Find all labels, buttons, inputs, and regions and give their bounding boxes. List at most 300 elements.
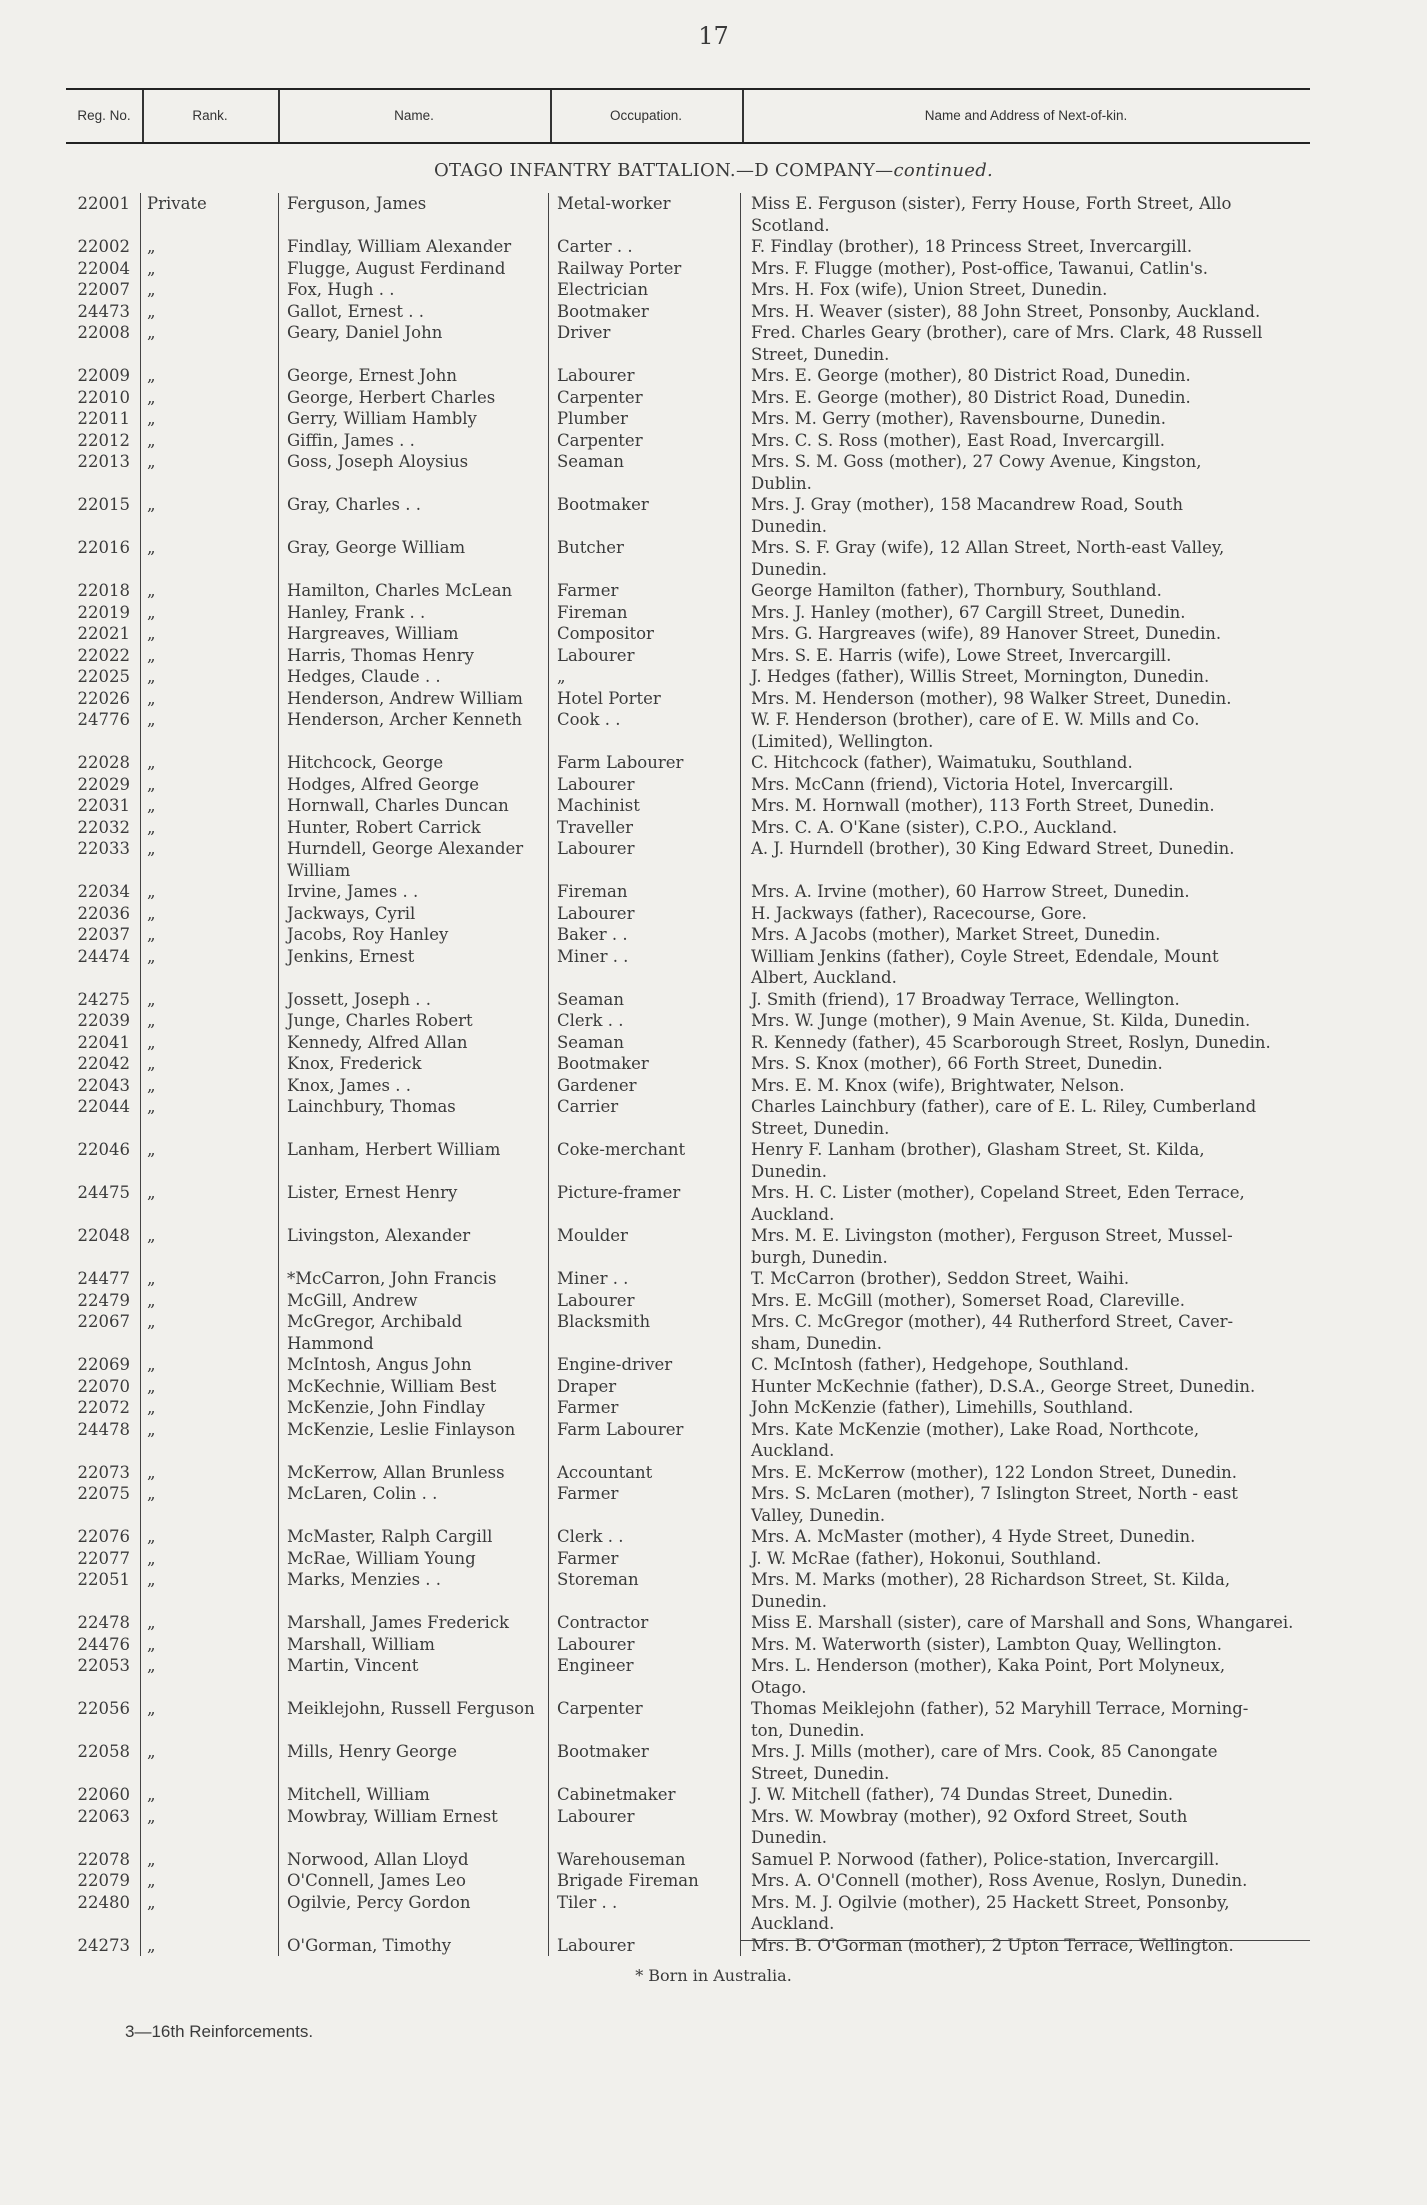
- next-of-kin: [740, 1548, 1320, 1570]
- table-row: [66, 1784, 1310, 1806]
- soldier-name: Marks, Menzies . .: [278, 1569, 548, 1612]
- next-of-kin-line: burgh, Dunedin.: [751, 1247, 888, 1267]
- next-of-kin-line: W. F. Henderson (brother), care of E. W. Mills and Co.: [751, 710, 1200, 729]
- reg-number: 22011: [77, 409, 130, 428]
- reg-number: 22032: [77, 817, 130, 837]
- next-of-kin-line: ton, Dunedin.: [751, 1720, 865, 1740]
- rank: „: [140, 817, 278, 839]
- next-of-kin-line: Auckland.: [751, 1914, 835, 1933]
- occupation: Storeman: [548, 1569, 740, 1612]
- next-of-kin-line: Thomas Meiklejohn (father), 52 Maryhill Terrace, Morning-: [751, 1699, 1249, 1718]
- next-of-kin: [740, 946, 1320, 989]
- next-of-kin-line: Mrs. G. Hargreaves (wife), 89 Hanover Street, Dunedin.: [751, 624, 1222, 643]
- next-of-kin-line: sham, Dunedin.: [751, 1333, 883, 1353]
- reg-number: 22028: [77, 753, 130, 772]
- table-row: [66, 666, 1310, 688]
- soldier-name: Flugge, August Ferdinand: [278, 258, 548, 280]
- next-of-kin-line: Mrs. Kate McKenzie (mother), Lake Road, Northcote,: [751, 1419, 1200, 1439]
- next-of-kin-line: Mrs. L. Henderson (mother), Kaka Point, Port Molyneux,: [751, 1656, 1226, 1675]
- next-of-kin: [740, 1784, 1320, 1806]
- rank: „: [140, 1268, 278, 1290]
- soldier-name: Kennedy, Alfred Allan: [278, 1032, 548, 1054]
- reg-number: 22002: [77, 237, 130, 256]
- rank: „: [140, 537, 278, 580]
- table-row: [66, 688, 1310, 710]
- table-row: [66, 903, 1310, 925]
- next-of-kin-line: Mrs. C. McGregor (mother), 44 Rutherford Street, Caver-: [751, 1312, 1234, 1331]
- reg-number: 22051: [77, 1570, 130, 1589]
- reg-number: 22069: [77, 1355, 130, 1374]
- next-of-kin: [740, 193, 1320, 236]
- next-of-kin-line: Mrs. E. McGill (mother), Somerset Road, Clareville.: [751, 1290, 1185, 1310]
- next-of-kin: [740, 1182, 1320, 1225]
- soldier-name: Jenkins, Ernest: [278, 946, 548, 989]
- next-of-kin-line: Dublin.: [751, 473, 812, 493]
- table-header: [66, 88, 1310, 144]
- table-row: [66, 1268, 1310, 1290]
- soldier-name: Gray, George William: [278, 537, 548, 580]
- table-row: [66, 1354, 1310, 1376]
- soldier-name: Meiklejohn, Russell Ferguson: [278, 1698, 548, 1741]
- rank: „: [140, 580, 278, 602]
- occupation: Seaman: [548, 989, 740, 1011]
- reg-number: 24475: [77, 1183, 130, 1202]
- table-row: [66, 1311, 1310, 1354]
- rank: „: [140, 1462, 278, 1484]
- rank: Private: [140, 193, 278, 236]
- table-row: [66, 838, 1310, 881]
- header-occupation: Occupation.: [550, 90, 744, 142]
- occupation: Labourer: [548, 645, 740, 667]
- next-of-kin-line: Mrs. S. F. Gray (wife), 12 Allan Street, North-east Valley,: [751, 538, 1225, 557]
- table-row: [66, 301, 1310, 323]
- table-row: [66, 365, 1310, 387]
- next-of-kin: [740, 1526, 1320, 1548]
- table-row: [66, 1569, 1310, 1612]
- soldier-name: Findlay, William Alexander: [278, 236, 548, 258]
- table-row: [66, 1376, 1310, 1398]
- occupation: Accountant: [548, 1462, 740, 1484]
- next-of-kin: [740, 1376, 1320, 1398]
- reg-number: 22041: [77, 1032, 130, 1052]
- section-title-continued: continued.: [893, 160, 994, 181]
- occupation: Blacksmith: [548, 1311, 740, 1354]
- table-row: [66, 430, 1310, 452]
- soldier-name: Jacobs, Roy Hanley: [278, 924, 548, 946]
- reg-number: 24476: [77, 1634, 130, 1654]
- rank: „: [140, 1053, 278, 1075]
- soldier-name: Hornwall, Charles Duncan: [278, 795, 548, 817]
- next-of-kin-line: Mrs. S. Knox (mother), 66 Forth Street, Dunedin.: [751, 1054, 1163, 1073]
- soldier-name: Lainchbury, Thomas: [278, 1096, 548, 1139]
- rank: „: [140, 408, 278, 430]
- rank: „: [140, 989, 278, 1011]
- occupation: Farmer: [548, 580, 740, 602]
- soldier-name: Hanley, Frank . .: [278, 602, 548, 624]
- next-of-kin-line: Mrs. F. Flugge (mother), Post-office, Tawanui, Catlin's.: [751, 258, 1208, 278]
- occupation: Engineer: [548, 1655, 740, 1698]
- occupation: Farm Labourer: [548, 752, 740, 774]
- next-of-kin-line: Henry F. Lanham (brother), Glasham Street, St. Kilda,: [751, 1140, 1205, 1159]
- next-of-kin: [740, 1655, 1320, 1698]
- next-of-kin: [740, 1419, 1320, 1462]
- table-row: [66, 1548, 1310, 1570]
- next-of-kin: [740, 795, 1320, 817]
- reg-number: 22058: [77, 1742, 130, 1761]
- reg-number: 24776: [77, 710, 130, 729]
- next-of-kin-line: Mrs. S. McLaren (mother), 7 Islington Street, North - east: [751, 1484, 1238, 1503]
- rank: „: [140, 258, 278, 280]
- next-of-kin: [740, 1311, 1320, 1354]
- table-row: [66, 645, 1310, 667]
- next-of-kin-line: T. McCarron (brother), Seddon Street, Waihi.: [751, 1269, 1130, 1288]
- next-of-kin: [740, 236, 1320, 258]
- next-of-kin-line: Mrs. E. George (mother), 80 District Road, Dunedin.: [751, 387, 1191, 407]
- rank: „: [140, 430, 278, 452]
- next-of-kin-line: Mrs. S. E. Harris (wife), Lowe Street, Invercargill.: [751, 645, 1172, 665]
- next-of-kin-line: J. Hedges (father), Willis Street, Mornington, Dunedin.: [751, 667, 1210, 686]
- next-of-kin-line: John McKenzie (father), Limehills, Southland.: [751, 1398, 1134, 1417]
- rank: „: [140, 666, 278, 688]
- rank: „: [140, 602, 278, 624]
- table-row: [66, 408, 1310, 430]
- soldier-name: Ogilvie, Percy Gordon: [278, 1892, 548, 1935]
- next-of-kin-line: Mrs. M. Gerry (mother), Ravensbourne, Dunedin.: [751, 409, 1166, 428]
- reg-number: 22039: [77, 1011, 130, 1030]
- occupation: Machinist: [548, 795, 740, 817]
- occupation: Carpenter: [548, 387, 740, 409]
- soldier-name: Henderson, Andrew William: [278, 688, 548, 710]
- table-row: [66, 1655, 1310, 1698]
- rank: „: [140, 279, 278, 301]
- rank: „: [140, 387, 278, 409]
- next-of-kin-line: Mrs. McCann (friend), Victoria Hotel, Invercargill.: [751, 774, 1174, 794]
- soldier-name: McKechnie, William Best: [278, 1376, 548, 1398]
- soldier-name: McLaren, Colin . .: [278, 1483, 548, 1526]
- next-of-kin-line: Mrs. E. M. Knox (wife), Brightwater, Nelson.: [751, 1075, 1125, 1095]
- occupation: Clerk . .: [548, 1010, 740, 1032]
- reg-number: 22042: [77, 1054, 130, 1073]
- bottom-rule: [740, 1940, 1310, 1941]
- reg-number: 22026: [77, 688, 130, 708]
- next-of-kin-line: H. Jackways (father), Racecourse, Gore.: [751, 903, 1087, 923]
- reg-number: 22056: [77, 1699, 130, 1718]
- soldier-name: Junge, Charles Robert: [278, 1010, 548, 1032]
- next-of-kin: [740, 1634, 1320, 1656]
- occupation: Plumber: [548, 408, 740, 430]
- rank: „: [140, 881, 278, 903]
- next-of-kin-line: Valley, Dunedin.: [751, 1505, 886, 1525]
- table-row: [66, 193, 1310, 236]
- occupation: Bootmaker: [548, 1053, 740, 1075]
- rank: „: [140, 1655, 278, 1698]
- soldier-name: *McCarron, John Francis: [278, 1268, 548, 1290]
- reg-number: 22008: [77, 323, 130, 342]
- reg-number: 22034: [77, 882, 130, 901]
- next-of-kin: [740, 709, 1320, 752]
- rank: „: [140, 946, 278, 989]
- table-row: [66, 537, 1310, 580]
- reg-number: 22025: [77, 667, 130, 686]
- table-row: [66, 924, 1310, 946]
- occupation: Engine-driver: [548, 1354, 740, 1376]
- rank: „: [140, 1548, 278, 1570]
- soldier-name: Hurndell, George Alexander William: [278, 838, 548, 881]
- soldier-name: Norwood, Allan Lloyd: [278, 1849, 548, 1871]
- table-row: [66, 451, 1310, 494]
- next-of-kin: [740, 881, 1320, 903]
- next-of-kin-line: Mrs. H. C. Lister (mother), Copeland Street, Eden Terrace,: [751, 1183, 1245, 1202]
- soldier-name: Hitchcock, George: [278, 752, 548, 774]
- reg-number: 22037: [77, 925, 130, 944]
- next-of-kin-line: Otago.: [751, 1677, 807, 1697]
- next-of-kin-line: William Jenkins (father), Coyle Street, Edendale, Mount: [751, 946, 1219, 966]
- next-of-kin-line: Mrs. A Jacobs (mother), Market Street, Dunedin.: [751, 925, 1161, 944]
- next-of-kin: [740, 903, 1320, 925]
- occupation: Traveller: [548, 817, 740, 839]
- next-of-kin-line: Mrs. A. O'Connell (mother), Ross Avenue, Roslyn, Dunedin.: [751, 1871, 1248, 1890]
- rank: „: [140, 1354, 278, 1376]
- table-row: [66, 258, 1310, 280]
- next-of-kin-line: Mrs. E. McKerrow (mother), 122 London Street, Dunedin.: [751, 1462, 1238, 1482]
- occupation: Gardener: [548, 1075, 740, 1097]
- next-of-kin: [740, 752, 1320, 774]
- reg-number: 22012: [77, 430, 130, 450]
- occupation: Railway Porter: [548, 258, 740, 280]
- reg-number: 22078: [77, 1849, 130, 1869]
- reg-number: 22001: [77, 194, 130, 213]
- rank: „: [140, 1870, 278, 1892]
- next-of-kin: [740, 1849, 1320, 1871]
- reg-number: 22053: [77, 1656, 130, 1675]
- rank: „: [140, 1569, 278, 1612]
- soldier-name: McKenzie, Leslie Finlayson: [278, 1419, 548, 1462]
- next-of-kin-line: Mrs. W. Junge (mother), 9 Main Avenue, St. Kilda, Dunedin.: [751, 1011, 1251, 1030]
- occupation: Seaman: [548, 1032, 740, 1054]
- rank: „: [140, 1182, 278, 1225]
- reg-number: 24275: [77, 989, 130, 1009]
- occupation: Moulder: [548, 1225, 740, 1268]
- occupation: Farmer: [548, 1397, 740, 1419]
- next-of-kin: [740, 645, 1320, 667]
- next-of-kin-line: Mrs. M. Henderson (mother), 98 Walker Street, Dunedin.: [751, 688, 1232, 708]
- next-of-kin-line: Dunedin.: [751, 516, 827, 536]
- soldier-name: George, Herbert Charles: [278, 387, 548, 409]
- soldier-name: Giffin, James . .: [278, 430, 548, 452]
- soldier-name: Hargreaves, William: [278, 623, 548, 645]
- section-title-main: OTAGO INFANTRY BATTALION.—D COMPANY—: [433, 160, 894, 181]
- rank: „: [140, 1806, 278, 1849]
- table-row: [66, 1526, 1310, 1548]
- rank: „: [140, 322, 278, 365]
- occupation: Farmer: [548, 1548, 740, 1570]
- reg-number: 22070: [77, 1376, 130, 1396]
- next-of-kin-line: Mrs. B. O'Gorman (mother), 2 Upton Terrace, Wellington.: [751, 1935, 1234, 1955]
- next-of-kin-line: Mrs. J. Mills (mother), care of Mrs. Cook, 85 Canongate: [751, 1742, 1218, 1761]
- rank: „: [140, 795, 278, 817]
- rank: „: [140, 774, 278, 796]
- rank: „: [140, 838, 278, 881]
- header-rank: Rank.: [142, 90, 280, 142]
- occupation: Clerk . .: [548, 1526, 740, 1548]
- rank: „: [140, 1225, 278, 1268]
- next-of-kin: [740, 989, 1320, 1011]
- occupation: Labourer: [548, 365, 740, 387]
- occupation: Labourer: [548, 838, 740, 881]
- table-row: [66, 623, 1310, 645]
- table-row: [66, 1483, 1310, 1526]
- next-of-kin: [740, 688, 1320, 710]
- table-row: [66, 774, 1310, 796]
- next-of-kin-line: R. Kennedy (father), 45 Scarborough Street, Roslyn, Dunedin.: [751, 1032, 1271, 1052]
- rank: „: [140, 903, 278, 925]
- occupation: Labourer: [548, 903, 740, 925]
- reg-number: 22036: [77, 903, 130, 923]
- next-of-kin: [740, 580, 1320, 602]
- reg-number: 22029: [77, 774, 130, 794]
- next-of-kin-line: Samuel P. Norwood (father), Police-station, Invercargill.: [751, 1849, 1220, 1869]
- occupation: Metal-worker: [548, 193, 740, 236]
- rank: „: [140, 1397, 278, 1419]
- table-row: [66, 795, 1310, 817]
- reg-number: 22022: [77, 645, 130, 665]
- occupation: Electrician: [548, 279, 740, 301]
- soldier-name: Hodges, Alfred George: [278, 774, 548, 796]
- reg-number: 22010: [77, 387, 130, 407]
- next-of-kin-line: Scotland.: [751, 215, 830, 235]
- occupation: Driver: [548, 322, 740, 365]
- next-of-kin: [740, 1139, 1320, 1182]
- rank: „: [140, 1311, 278, 1354]
- next-of-kin: [740, 1290, 1320, 1312]
- reg-number: 22044: [77, 1097, 130, 1116]
- rank: „: [140, 645, 278, 667]
- reg-number: 22033: [77, 839, 130, 858]
- soldier-name: Henderson, Archer Kenneth: [278, 709, 548, 752]
- reg-number: 22009: [77, 366, 130, 385]
- reg-number: 22018: [77, 581, 130, 600]
- next-of-kin-line: Mrs. H. Weaver (sister), 88 John Street, Ponsonby, Auckland.: [751, 301, 1261, 321]
- rank: „: [140, 1612, 278, 1634]
- reg-number: 22075: [77, 1484, 130, 1503]
- soldier-name: Mitchell, William: [278, 1784, 548, 1806]
- next-of-kin-line: Mrs. M. Waterworth (sister), Lambton Quay, Wellington.: [751, 1634, 1222, 1654]
- next-of-kin-line: Dunedin.: [751, 1591, 827, 1611]
- reg-number: 22079: [77, 1871, 130, 1890]
- occupation: Farm Labourer: [548, 1419, 740, 1462]
- next-of-kin-line: Mrs. H. Fox (wife), Union Street, Dunedin.: [751, 280, 1108, 299]
- next-of-kin: [740, 322, 1320, 365]
- soldier-name: McKerrow, Allan Brunless: [278, 1462, 548, 1484]
- next-of-kin: [740, 301, 1320, 323]
- soldier-name: Gray, Charles . .: [278, 494, 548, 537]
- next-of-kin-line: Auckland.: [751, 1204, 835, 1224]
- occupation: Baker . .: [548, 924, 740, 946]
- table-row: [66, 1419, 1310, 1462]
- table-row: [66, 1032, 1310, 1054]
- soldier-name: Marshall, William: [278, 1634, 548, 1656]
- reg-number: 22004: [77, 258, 130, 278]
- soldier-name: Mills, Henry George: [278, 1741, 548, 1784]
- occupation: Farmer: [548, 1483, 740, 1526]
- soldier-name: Harris, Thomas Henry: [278, 645, 548, 667]
- next-of-kin-line: Street, Dunedin.: [751, 1763, 890, 1783]
- rank: „: [140, 1290, 278, 1312]
- next-of-kin-line: Auckland.: [751, 1441, 835, 1460]
- table-row: [66, 817, 1310, 839]
- occupation: Brigade Fireman: [548, 1870, 740, 1892]
- soldier-name: McGill, Andrew: [278, 1290, 548, 1312]
- occupation: Tiler . .: [548, 1892, 740, 1935]
- next-of-kin: [740, 494, 1320, 537]
- rank: „: [140, 1784, 278, 1806]
- next-of-kin: [740, 1397, 1320, 1419]
- reg-number: 24477: [77, 1269, 130, 1288]
- table-row: [66, 1870, 1310, 1892]
- soldier-name: Lister, Ernest Henry: [278, 1182, 548, 1225]
- table-row: [66, 1010, 1310, 1032]
- table-row: [66, 946, 1310, 989]
- table-row: [66, 1806, 1310, 1849]
- reg-number: 22019: [77, 602, 130, 622]
- next-of-kin: [740, 451, 1320, 494]
- soldier-name: Knox, Frederick: [278, 1053, 548, 1075]
- next-of-kin: [740, 838, 1320, 881]
- reg-number: 22015: [77, 495, 130, 514]
- soldier-name: Knox, James . .: [278, 1075, 548, 1097]
- table-row: [66, 1225, 1310, 1268]
- occupation: Bootmaker: [548, 301, 740, 323]
- soldier-name: Geary, Daniel John: [278, 322, 548, 365]
- reg-number: 24474: [77, 946, 130, 966]
- next-of-kin-line: Mrs. J. Gray (mother), 158 Macandrew Road, South: [751, 495, 1184, 514]
- next-of-kin-line: Hunter McKechnie (father), D.S.A., George Street, Dunedin.: [751, 1376, 1256, 1396]
- soldier-name: Martin, Vincent: [278, 1655, 548, 1698]
- register-table-body: [66, 193, 1310, 1956]
- table-row: [66, 387, 1310, 409]
- next-of-kin: [740, 1698, 1320, 1741]
- table-row: [66, 580, 1310, 602]
- reg-number: 22031: [77, 796, 130, 815]
- next-of-kin: [740, 774, 1320, 796]
- rank: „: [140, 688, 278, 710]
- reg-number: 22076: [77, 1527, 130, 1546]
- next-of-kin: [740, 1354, 1320, 1376]
- next-of-kin: [740, 1935, 1320, 1957]
- reg-number: 22478: [77, 1613, 130, 1632]
- next-of-kin-line: Mrs. J. Hanley (mother), 67 Cargill Street, Dunedin.: [751, 602, 1186, 622]
- table-row: [66, 1462, 1310, 1484]
- reg-number: 22077: [77, 1548, 130, 1568]
- table-row: [66, 1139, 1310, 1182]
- next-of-kin-line: Mrs. S. M. Goss (mother), 27 Cowy Avenue, Kingston,: [751, 452, 1202, 471]
- next-of-kin: [740, 1870, 1320, 1892]
- table-row: [66, 1634, 1310, 1656]
- rank: „: [140, 1075, 278, 1097]
- next-of-kin-line: Mrs. C. S. Ross (mother), East Road, Invercargill.: [751, 430, 1166, 450]
- next-of-kin: [740, 365, 1320, 387]
- rank: „: [140, 1010, 278, 1032]
- rank: „: [140, 709, 278, 752]
- table-row: [66, 1053, 1310, 1075]
- next-of-kin-line: Mrs. A. Irvine (mother), 60 Harrow Street, Dunedin.: [751, 882, 1190, 901]
- table-row: [66, 989, 1310, 1011]
- occupation: Bootmaker: [548, 494, 740, 537]
- next-of-kin-line: Fred. Charles Geary (brother), care of Mrs. Clark, 48 Russell: [751, 323, 1263, 342]
- reg-number: 22072: [77, 1398, 130, 1417]
- occupation: Labourer: [548, 1634, 740, 1656]
- occupation: Labourer: [548, 1806, 740, 1849]
